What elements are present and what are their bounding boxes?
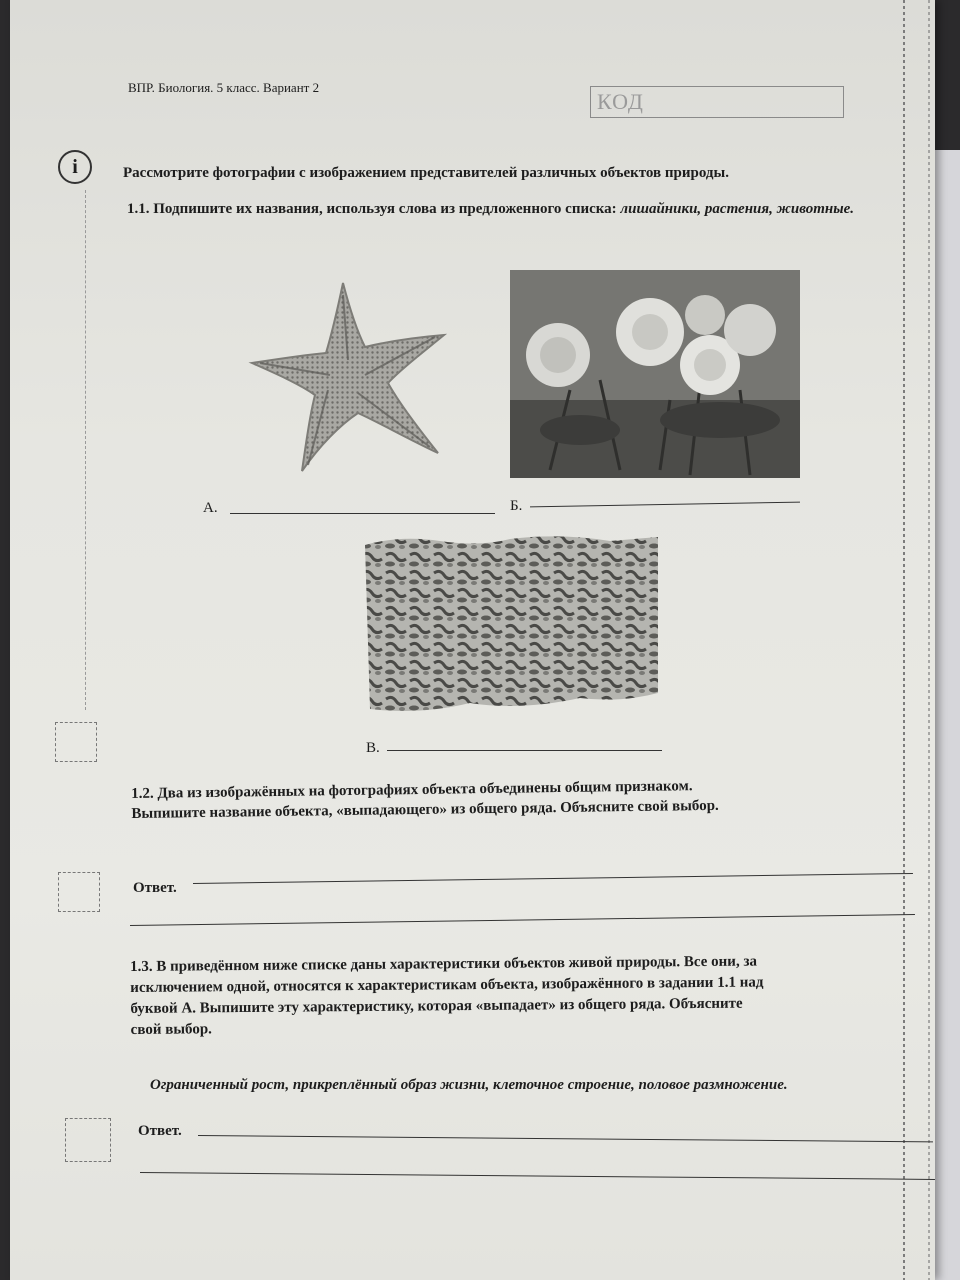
score-box-1[interactable]	[55, 722, 97, 762]
task13-line1: 1.3. В приведённом ниже списке даны характеристики объектов живой природы. Все они, за	[130, 953, 758, 975]
task13-text	[130, 950, 941, 1041]
starfish-image	[240, 275, 450, 480]
task12-line1: 1.2. Два из изображённых на фотографиях объекта объединены общим признаком.	[131, 778, 693, 802]
starfish-icon	[240, 275, 450, 480]
lichen-icon	[360, 533, 660, 718]
score-box-3[interactable]	[65, 1118, 111, 1162]
task11-text	[127, 199, 867, 219]
margin-dash-line	[85, 190, 86, 710]
task12-answer-line-1[interactable]	[193, 873, 913, 884]
task12-answer-label: Ответ.	[133, 880, 177, 896]
task13-line2: исключением одной, относятся к характеристикам объекта, изображённого в задании 1.1 над	[130, 974, 764, 996]
task11-number: 1.1.	[127, 201, 150, 217]
task12-answer-line-2[interactable]	[130, 914, 915, 926]
label-b: Б.	[510, 498, 523, 514]
label-a: А.	[203, 500, 218, 516]
task13-line3: буквой А. Выпишите эту характеристику, которая «выпадает» из общего ряда. Объясните	[130, 995, 743, 1017]
answer-line-v[interactable]	[387, 750, 662, 751]
label-v: В.	[366, 740, 380, 756]
task11-words: лишайники, растения, животные.	[620, 201, 855, 217]
roses-icon	[510, 270, 800, 478]
lichen-image	[360, 533, 660, 718]
task13-answer-line-2[interactable]	[140, 1172, 935, 1180]
worksheet-page	[10, 0, 935, 1280]
task12-line2: Выпишите название объекта, «выпадающего» из общего ряда. Объясните свой выбор.	[131, 797, 719, 822]
score-box-2[interactable]	[58, 872, 100, 912]
answer-line-b[interactable]	[530, 502, 800, 508]
task13-line4: свой выбор.	[130, 1021, 212, 1038]
task11-instruction: Подпишите их названия, используя слова из предложенного списка:	[153, 201, 617, 217]
answer-line-a[interactable]	[230, 513, 495, 514]
task13-answer-label: Ответ.	[138, 1123, 182, 1139]
roses-image	[510, 270, 800, 478]
header-title: ВПР. Биология. 5 класс. Вариант 2	[128, 80, 320, 95]
task13-characteristics: Ограниченный рост, прикреплённый образ жизни, клеточное строение, половое размножение.	[150, 1077, 788, 1093]
task1-intro: Рассмотрите фотографии с изображением представителей различных объектов природы.	[123, 165, 729, 181]
task13-answer-line-1[interactable]	[198, 1135, 933, 1142]
code-box[interactable]	[590, 86, 844, 118]
task12-text	[131, 773, 916, 824]
code-label: КОД	[597, 89, 644, 114]
info-icon: i	[58, 150, 92, 184]
